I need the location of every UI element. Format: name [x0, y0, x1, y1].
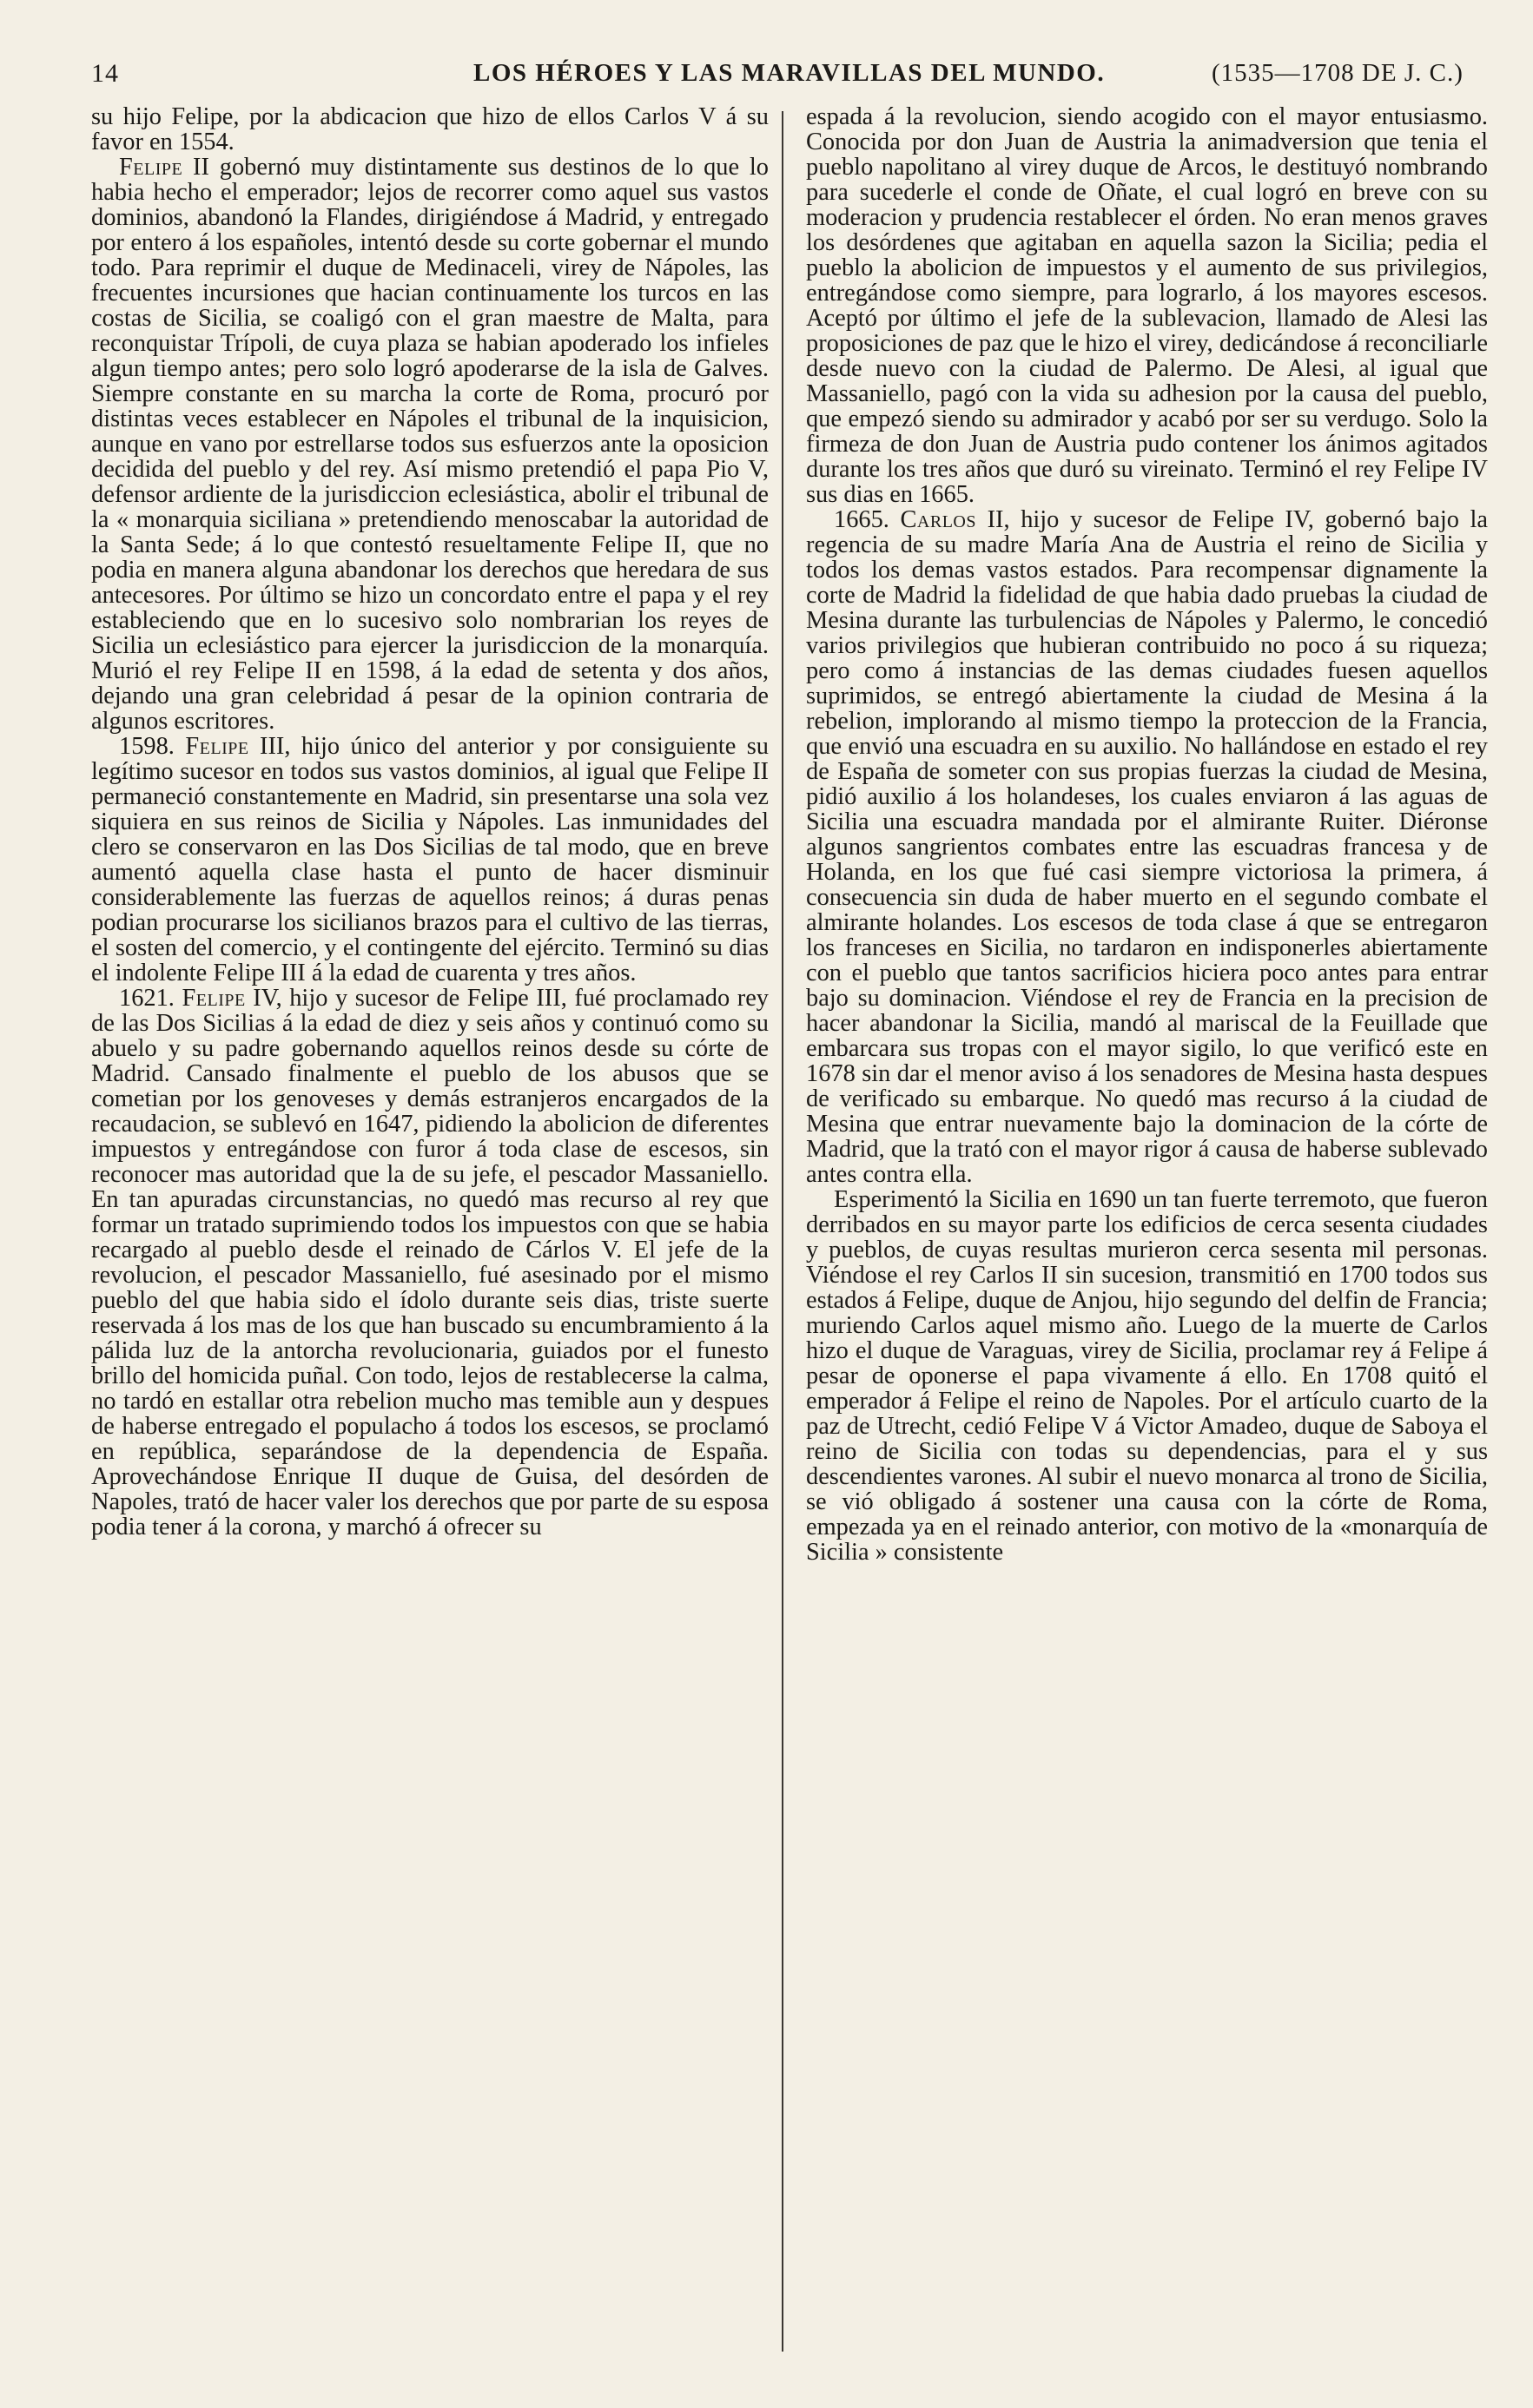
paragraph: [91, 986, 769, 1540]
year-marker: 1665.: [834, 506, 889, 533]
paragraph: [806, 507, 1488, 1187]
paragraph: Esperimentó la Sicilia en 1690 un tan fuerte terremoto, que fueron derribados en su mayor parte los edificios de cerca sesenta ciudades y pueblos, de cuyas resultas murieron cerca sesenta mil personas. Viéndose el rey Carlos II sin sucesion, transmitió en 1700 todos sus estados á Felipe, duque de Anjou, hijo segundo del delfin de Francia; muriendo Carlos aquel mismo año. Luego de la muerte de Carlos hizo el duque de Varaguas, virey de Sicilia, proclamar rey á Felipe á pesar de oponerse el papa vivamente á ello. En 1708 quitó el emperador á Felipe el reino de Napoles. Por el artículo cuarto de la paz de Utrecht, cedió Felipe V á Victor Amadeo, duque de Saboya el reino de Sicilia con todas su dependencias, para el y sus descendientes varones. Al subir el nuevo monarca al trono de Sicilia, se vió obligado á sostener una causa con la córte de Roma, empezada ya en el reinado anterior, con motivo de la «monarquía de Sicilia » consistente: [806, 1186, 1488, 1566]
paragraph-text: IV, hijo y sucesor de Felipe III, fué proclamado rey de las Dos Sicilias á la edad de diez y seis años y continuó como su abuelo y su padre gobernando aquellos reinos desde su córte de Madrid. Cansado finalmente el pueblo de los abusos que se cometian por los genoveses y demás estranjeros encargados de la recaudacion, se sublevó en 1647, pidiendo la abolicion de diferentes impuestos y entregándose con furor á toda clase de escesos, sin reconocer mas autoridad que la de su jefe, el pescador Massaniello. En tan apuradas circunstancias, no quedó mas recurso al rey que formar un tratado suprimiendo todos los impuestos con que se habia recargado al pueblo desde el reinado de Cárlos V. El jefe de la revolucion, el pescador Massaniello, fué asesinado por el mismo pueblo del que habia sido el ídolo durante seis dias, triste suerte reservada á los mas de los que han buscado su encumbramiento á la pálida luz de la antorcha revolucionaria, guiados por el funesto brillo del homicida puñal. Con todo, lejos de restablecerse la calma, no tardó en estallar otra rebelion mucho mas temible aun y despues de haberse entregado el populacho á todos los escesos, se proclamó en república, separándose de la dependencia de España. Aprovechándose Enrique II duque de Guisa, del desórden de Napoles, trató de hacer valer los derechos que por parte de su esposa podia tener á la corona, y marchó á ofrecer su: [91, 985, 769, 1540]
paragraph: espada á la revolucion, siendo acogido con el mayor entusiasmo. Conocida por don Juan de Austria la animadversion que tenia el pueblo napolitano al virey duque de Arcos, le destituyó nombrando para sucederle el conde de Oñate, el cual logró en breve con su moderacion y prudencia restablecer el órden. No eran menos graves los desórdenes que agitaban en aquella sazon la Sicilia; pedia el pueblo la abolicion de impuestos y el aumento de sus privilegios, entregándose como siempre, para lograrlo, á los mayores escesos. Aceptó por último el jefe de la sublevacion, llamado de Alesi las proposiciones de paz que le hizo el virey, dedicándose á reconciliarle desde nuevo con la ciudad de Palermo. De Alesi, al igual que Massaniello, pagó con la vida su adhesion por la causa del pueblo, que empezó siendo su admirador y acabó por ser su verdugo. Solo la firmeza de don Juan de Austria pudo contener los ánimos agitados durante los tres años que duró su vireinato. Terminó el rey Felipe IV sus dias en 1665.: [806, 103, 1488, 508]
ruler-name: Felipe: [119, 154, 183, 181]
ruler-name: Carlos: [900, 506, 976, 533]
ruler-name: Felipe: [185, 733, 249, 760]
year-marker: 1621.: [119, 985, 175, 1012]
paragraph: su hijo Felipe, por la abdicacion que hizo de ellos Carlos V á su favor en 1554.: [91, 103, 769, 155]
book-title: LOS HÉROES Y LAS MARAVILLAS DEL MUNDO.: [473, 59, 1106, 87]
column-divider: [782, 111, 783, 2352]
paragraph-text: II, hijo y sucesor de Felipe IV, gobernó bajo la regencia de su madre María Ana de Austria el reino de Sicilia y todos los demas vastos estados. Para recompensar dignamente la corte de Madrid la fidelidad de que habia dado pruebas la ciudad de Mesina durante las turbulencias de Nápoles y Palermo, le concedió varios privilegios que hubieran contribuido no poco á su riqueza; pero como á instancias de las demas ciudades fuesen aquellos suprimidos, se entregó abiertamente la ciudad de Mesina á la rebelion, implorando al mismo tiempo la proteccion de la Francia, que envió una escuadra en su auxilio. No hallándose en estado el rey de España de someter con sus propias fuerzas la ciudad de Mesina, pidió auxilio á los holandeses, los cuales enviaron á las aguas de Sicilia una escuadra mandada por el almirante Ruiter. Diéronse algunos sangrientos combates entre las escuadras francesa y de Holanda, en los que fué casi siempre victoriosa la primera, á consecuencia sin duda de haber muerto en el segundo combate el almirante holandes. Los escesos de toda clase á que se entregaron los franceses en Sicilia, no tardaron en indisponerles abiertamente con el pueblo que tantos sacrificios hiciera poco antes para entrar bajo su dominacion. Viéndose el rey de Francia en la precision de hacer abandonar la Sicilia, mandó al mariscal de la Feuillade que embarcara sus tropas con el mayor sigilo, lo que verificó este en 1678 sin dar el menor aviso á los senadores de Mesina hasta despues de verificado su embarque. No quedó mas recurso á la ciudad de Mesina que entrar nuevamente bajo la dominacion de la córte de Madrid, que la trató con el mayor rigor á causa de haberse sublevado antes contra ella.: [806, 506, 1488, 1188]
paragraph: [91, 734, 769, 986]
date-range: (1535—1708 DE J. C.): [1212, 59, 1464, 87]
running-header: [91, 54, 1464, 101]
ruler-name: Felipe: [182, 985, 246, 1012]
paragraph-text: III, hijo único del anterior y por consiguiente su legítimo sucesor en todos sus vastos dominios, al igual que Felipe II permaneció constantemente en Madrid, sin presentarse una sola vez siquiera en sus reinos de Sicilia y Nápoles. Las inmunidades del clero se conservaron en las Dos Sicilias de tal modo, que en breve aumentó aquella clase hasta el punto de hacer disminuir considerablemente las fuerzas de aquellos reinos; á duras penas podian procurarse los sicilianos brazos para el cultivo de las tierras, el sosten del comercio, y el contingente del ejército. Terminó su dias el indolente Felipe III á la edad de cuarenta y tres años.: [91, 733, 769, 986]
left-column: [91, 104, 769, 1540]
paragraph: [91, 155, 769, 734]
paragraph-text: II gobernó muy distintamente sus destinos de lo que lo habia hecho el emperador; lejos de recorrer como aquel sus vastos dominios, abandonó la Flandes, dirigiéndose á Madrid, y entregado por entero á los españoles, intentó desde su corte gobernar el mundo todo. Para reprimir el duque de Medinaceli, virey de Nápoles, las frecuentes incursiones que hacian continuamente los turcos en las costas de Sicilia, se coaligó con el gran maestre de Malta, para reconquistar Trípoli, de cuya plaza se habian apoderado los infieles algun tiempo antes; pero solo logró apoderarse de la isla de Galves. Siempre constante en su marcha la corte de Roma, procuró por distintas veces establecer en Nápoles el tribunal de la inquisicion, aunque en vano por estrellarse todos sus esfuerzos ante la oposicion decidida del pueblo y del rey. Así mismo pretendió el papa Pio V, defensor ardiente de la jurisdiccion eclesiástica, abolir el tribunal de la « monarquia siciliana » pretendiendo menoscabar la autoridad de la Santa Sede; á lo que contestó resueltamente Felipe II, que no podia en manera alguna abandonar los derechos que heredara de sus antecesores. Por último se hizo un concordato entre el papa y el rey estableciendo que en lo sucesivo solo nombrarian los reyes de Sicilia un eclesiástico para ejercer la jurisdiccion de la monarquía. Murió el rey Felipe II en 1598, á la edad de setenta y dos años, dejando una gran celebridad á pesar de la opinion contraria de algunos escritores.: [91, 154, 769, 735]
page-number: 14: [91, 59, 119, 88]
right-column: [806, 104, 1488, 1565]
year-marker: 1598.: [119, 733, 175, 760]
